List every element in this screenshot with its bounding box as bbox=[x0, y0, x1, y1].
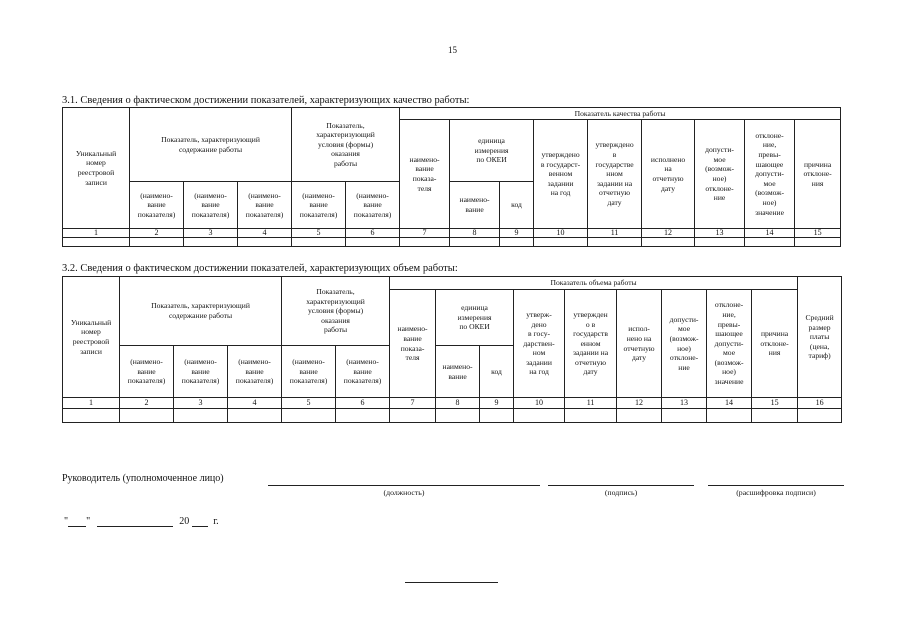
column-number: 14 bbox=[745, 229, 795, 238]
column-number: 16 bbox=[798, 398, 842, 409]
column-number: 15 bbox=[752, 398, 798, 409]
table-cell[interactable] bbox=[480, 409, 514, 423]
table-cell[interactable] bbox=[184, 238, 238, 247]
table-cell[interactable] bbox=[336, 409, 390, 423]
header-conditions-indicator: Показатель, характеризующий условия (формы) оказания работы bbox=[282, 277, 390, 346]
footnote-separator bbox=[405, 582, 498, 583]
table-cell[interactable] bbox=[63, 409, 120, 423]
header-sub-name: (наимено- вание показателя) bbox=[130, 182, 184, 229]
header-unique-number: Уникальный номер реестровой записи bbox=[63, 277, 120, 398]
column-number: 12 bbox=[617, 398, 662, 409]
section-2-title: 3.2. Сведения о фактическом достижении показателей, характеризующих объем работы: bbox=[62, 263, 458, 274]
header-exceeding-deviation: отклоне- ние, превы- шающее допусти- мое (возмож- ное) значение bbox=[745, 120, 795, 229]
header-volume-group: Показатель объема работы bbox=[390, 277, 798, 290]
header-conditions-indicator: Показатель, характеризующий условия (формы) оказания работы bbox=[292, 108, 400, 182]
column-number: 3 bbox=[174, 398, 228, 409]
column-number: 12 bbox=[642, 229, 695, 238]
day-field[interactable] bbox=[68, 516, 86, 527]
column-number: 10 bbox=[534, 229, 588, 238]
column-number: 2 bbox=[130, 229, 184, 238]
column-number: 3 bbox=[184, 229, 238, 238]
column-number: 1 bbox=[63, 398, 120, 409]
date-open-quote: " bbox=[64, 516, 69, 527]
table-cell[interactable] bbox=[565, 409, 617, 423]
column-number: 5 bbox=[282, 398, 336, 409]
header-exceeding-deviation: отклоне- ние, превы- шающее допусти- мое (возмож- ное) значение bbox=[707, 290, 752, 398]
header-sub-name: (наимено- вание показателя) bbox=[282, 346, 336, 398]
header-approved-year: утверж- дено в госу- дарствен- ном задании на год bbox=[514, 290, 565, 398]
table-cell[interactable] bbox=[642, 238, 695, 247]
header-deviation-reason: причина отклоне- ния bbox=[795, 120, 841, 229]
table-cell[interactable] bbox=[588, 238, 642, 247]
header-sub-name: (наимено- вание показателя) bbox=[174, 346, 228, 398]
page-number: 15 bbox=[448, 45, 457, 55]
table-cell[interactable] bbox=[707, 409, 752, 423]
header-allowed-deviation: допусти- мое (возмож- ное) отклоне- ние bbox=[695, 120, 745, 229]
table-row bbox=[63, 238, 841, 247]
column-number: 4 bbox=[238, 229, 292, 238]
header-approved-date: утверждено в государстве нном задании на отчетную дату bbox=[588, 120, 642, 229]
table-cell[interactable] bbox=[400, 238, 450, 247]
table-cell[interactable] bbox=[450, 238, 500, 247]
header-sub-name: (наимено- вание показателя) bbox=[120, 346, 174, 398]
table-cell[interactable] bbox=[695, 238, 745, 247]
header-indicator-name: наимено- вание показа- теля bbox=[390, 290, 436, 398]
header-sub-name: (наимено- вание показателя) bbox=[336, 346, 390, 398]
header-content-indicator: Показатель, характеризующий содержание работы bbox=[130, 108, 292, 182]
header-unit: единица измерения по ОКЕИ bbox=[450, 120, 534, 182]
header-sub-name: (наимено- вание показателя) bbox=[292, 182, 346, 229]
table-cell[interactable] bbox=[282, 409, 336, 423]
table-cell[interactable] bbox=[514, 409, 565, 423]
month-field[interactable] bbox=[97, 516, 173, 527]
date-line bbox=[64, 516, 219, 527]
table-cell[interactable] bbox=[120, 409, 174, 423]
column-number: 5 bbox=[292, 229, 346, 238]
table-cell[interactable] bbox=[500, 238, 534, 247]
table-cell[interactable] bbox=[130, 238, 184, 247]
table-cell[interactable] bbox=[798, 409, 842, 423]
column-number: 13 bbox=[662, 398, 707, 409]
signature-label: Руководитель (уполномоченное лицо) bbox=[62, 473, 224, 484]
column-number: 14 bbox=[707, 398, 752, 409]
section-1-title: 3.1. Сведения о фактическом достижении показателей, характеризующих качество работы: bbox=[62, 95, 470, 106]
header-unit-name: наимено- вание bbox=[450, 182, 500, 229]
column-number: 2 bbox=[120, 398, 174, 409]
column-number: 7 bbox=[400, 229, 450, 238]
column-number: 11 bbox=[565, 398, 617, 409]
column-number: 7 bbox=[390, 398, 436, 409]
position-line[interactable] bbox=[268, 485, 540, 486]
table-cell[interactable] bbox=[662, 409, 707, 423]
table-cell[interactable] bbox=[346, 238, 400, 247]
table-cell[interactable] bbox=[534, 238, 588, 247]
column-number: 15 bbox=[795, 229, 841, 238]
header-indicator-name: наимено- вание показа- теля bbox=[400, 120, 450, 229]
header-approved-year: утверждено в государст- венном задании на год bbox=[534, 120, 588, 229]
table-cell[interactable] bbox=[745, 238, 795, 247]
header-executed: исполнено на отчетную дату bbox=[642, 120, 695, 229]
table-cell[interactable] bbox=[238, 238, 292, 247]
year-field[interactable] bbox=[192, 516, 208, 527]
header-sub-name: (наимено- вание показателя) bbox=[228, 346, 282, 398]
header-deviation-reason: причина отклоне- ния bbox=[752, 290, 798, 398]
signature-line[interactable] bbox=[548, 485, 694, 486]
column-number: 6 bbox=[336, 398, 390, 409]
header-content-indicator: Показатель, характеризующий содержание работы bbox=[120, 277, 282, 346]
column-number: 11 bbox=[588, 229, 642, 238]
header-unit-name: наимено- вание bbox=[436, 346, 480, 398]
table-row bbox=[63, 409, 842, 423]
date-close-quote: " bbox=[86, 516, 91, 527]
table-cell[interactable] bbox=[752, 409, 798, 423]
table-cell[interactable] bbox=[174, 409, 228, 423]
table-cell[interactable] bbox=[617, 409, 662, 423]
header-executed: испол- нено на отчетную дату bbox=[617, 290, 662, 398]
header-sub-name: (наимено- вание показателя) bbox=[346, 182, 400, 229]
column-number: 6 bbox=[346, 229, 400, 238]
column-number: 13 bbox=[695, 229, 745, 238]
table-cell[interactable] bbox=[228, 409, 282, 423]
header-unit-code: код bbox=[480, 346, 514, 398]
header-sub-name: (наимено- вание показателя) bbox=[184, 182, 238, 229]
table-cell[interactable] bbox=[795, 238, 841, 247]
header-quality-group: Показатель качества работы bbox=[400, 108, 841, 120]
table-cell[interactable] bbox=[390, 409, 436, 423]
column-number: 10 bbox=[514, 398, 565, 409]
column-number: 9 bbox=[500, 229, 534, 238]
header-allowed-deviation: допусти- мое (возмож- ное) отклоне- ние bbox=[662, 290, 707, 398]
volume-table bbox=[62, 276, 842, 423]
year-prefix: 20 bbox=[179, 516, 190, 527]
table-cell[interactable] bbox=[63, 238, 130, 247]
column-number: 4 bbox=[228, 398, 282, 409]
signature-caption: (подпись) bbox=[604, 488, 638, 497]
decoding-line[interactable] bbox=[708, 485, 844, 486]
column-number: 8 bbox=[450, 229, 500, 238]
header-unit-code: код bbox=[500, 182, 534, 229]
quality-table bbox=[62, 107, 841, 247]
header-approved-date: утвержден о в государств енном задании на отчетную дату bbox=[565, 290, 617, 398]
header-average-fee: Средний размер платы (цена, тариф) bbox=[798, 277, 842, 398]
decoding-caption: (расшифровка подписи) bbox=[736, 488, 816, 497]
column-number: 9 bbox=[480, 398, 514, 409]
column-number: 8 bbox=[436, 398, 480, 409]
table-cell[interactable] bbox=[292, 238, 346, 247]
column-number: 1 bbox=[63, 229, 130, 238]
table-cell[interactable] bbox=[436, 409, 480, 423]
header-sub-name: (наимено- вание показателя) bbox=[238, 182, 292, 229]
year-suffix: г. bbox=[213, 516, 219, 527]
header-unit: единица измерения по ОКЕИ bbox=[436, 290, 514, 346]
header-unique-number: Уникальный номер реестровой записи bbox=[63, 108, 130, 229]
position-caption: (должность) bbox=[383, 488, 425, 497]
